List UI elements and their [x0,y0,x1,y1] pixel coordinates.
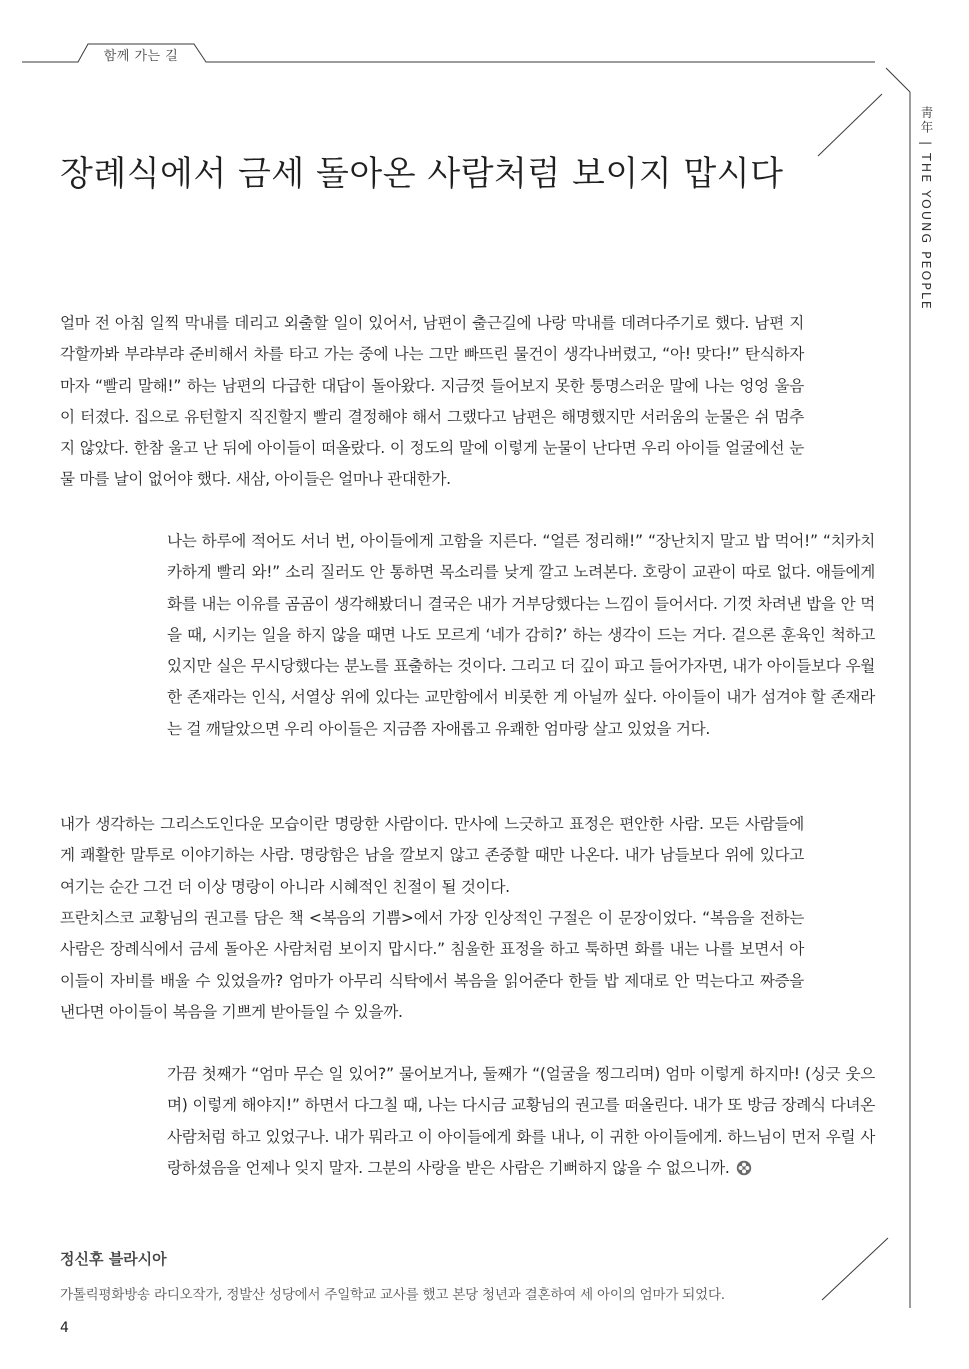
paragraph-2-indented: 나는 하루에 적어도 서너 번, 아이들에게 고함을 지른다. “얼른 정리해!” “장난치지 말고 밥 먹어!” “치카치카하게 빨리 와!” 소리 질러도 안 통하면 목소리를 낮게 깔고 노려본다. 호랑이 교관이 따로 없다. 애들에게 화를 내는 이유를 곰곰이 생각해봤더니 결국은 내가 거부당했다는 느낌이 들어서다. 기껏 차려낸 밥을 안 먹을 때, 시키는 일을 하지 않을 때면 나도 모르게 ‘네가 감히?’ 하는 생각이 드는 거다. 겉으론 훈육인 척하고 있지만 실은 무시당했다는 분노를 표출하는 것이다. 그리고 더 깊이 파고 들어가자면, 내가 아이들보다 우월한 존재라는 인식, 서열상 위에 있다는 교만함에서 비롯한 게 아닐까 싶다. 아이들이 내가 섬겨야 할 존재라는 걸 깨달았으면 우리 아이들은 지금쯤 자애롭고 유쾌한 엄마랑 살고 있었을 거다. [167,532,875,738]
paragraph-4: 프란치스코 교황님의 권고를 담은 책 <복음의 기쁨>에서 가장 인상적인 구절은 이 문장이었다. “복음을 전하는 사람은 장례식에서 금세 돌아온 사람처럼 보이지 맙시다.” 침울한 표정을 하고 툭하면 화를 내는 나를 보면서 아이들이 자비를 배울 수 있었을까? 엄마가 아무리 식탁에서 복음을 읽어준다 한들 밥 제대로 안 먹는다고 짜증을 낸다면 아이들이 복음을 기쁘게 받아들일 수 있을까. [60,909,804,1021]
corner-diagonal-top [886,68,910,92]
section-tab: 함께 가는 길 [103,49,179,64]
paragraph-3: 내가 생각하는 그리스도인다운 모습이란 명랑한 사람이다. 만사에 느긋하고 표정은 편안한 사람. 모든 사람들에게 쾌활한 말투로 이야기하는 사람. 명랑함은 남을 깔보지 않고 존중할 때만 나온다. 내가 남들보다 위에 있다고 여기는 순간 그건 더 이상 명랑이 아니라 시혜적인 친절이 될 것이다. [60,815,804,896]
paragraph-5-text: 가끔 첫째가 “엄마 무슨 일 있어?” 물어보거나, 둘째가 “(얼굴을 찡그리며) 엄마 이렇게 하지마! (싱긋 웃으며) 이렇게 해야지!” 하면서 다그칠 때, 나는 다시금 교황님의 권고를 떠올린다. 내가 또 방금 장례식 다녀온 사람처럼 하고 있었구나. 내가 뭐라고 이 아이들에게 화를 내나, 이 귀한 아이들에게. 하느님이 먼저 우릴 사랑하셨음을 언제나 잊지 말자. 그분의 사랑을 받은 사람은 기뻐하지 않을 수 없으니까. [167,1065,875,1177]
flower-ornament-icon [736,1160,752,1176]
page-number: 4 [60,1320,69,1336]
author-bio: 가톨릭평화방송 라디오작가, 정발산 성당에서 주일학교 교사를 했고 본당 청년과 결혼하여 세 아이의 엄마가 되었다. [60,1287,725,1303]
author-name: 정신후 블라시아 [60,1250,167,1268]
paragraph-5-indented [167,1059,875,1184]
side-label: 靑年 | THE YOUNG PEOPLE [919,106,934,311]
article-title: 장례식에서 금세 돌아온 사람처럼 보이지 맙시다 [60,154,784,194]
corner-diagonal-mid [818,94,882,156]
paragraph-1: 얼마 전 아침 일찍 막내를 데리고 외출할 일이 있어서, 남편이 출근길에 나랑 막내를 데려다주기로 했다. 남편 지각할까봐 부랴부랴 준비해서 차를 타고 가는 중에 나는 그만 빠뜨린 물건이 생각나버렸고, “아! 맞다!” 탄식하자마자 “빨리 말해!” 하는 남편의 다급한 대답이 돌아왔다. 지금껏 들어보지 못한 퉁명스러운 말에 나는 엉엉 울음이 터졌다. 집으로 유턴할지 직진할지 빨리 결정해야 해서 그랬다고 남편은 해명했지만 서러움의 눈물은 쉬 멈추지 않았다. 한참 울고 난 뒤에 아이들이 떠올랐다. 이 정도의 말에 이렇게 눈물이 난다면 우리 아이들 얼굴에선 눈물 마를 날이 없어야 했다. 새삼, 아이들은 얼마나 관대한가. [60,314,804,489]
